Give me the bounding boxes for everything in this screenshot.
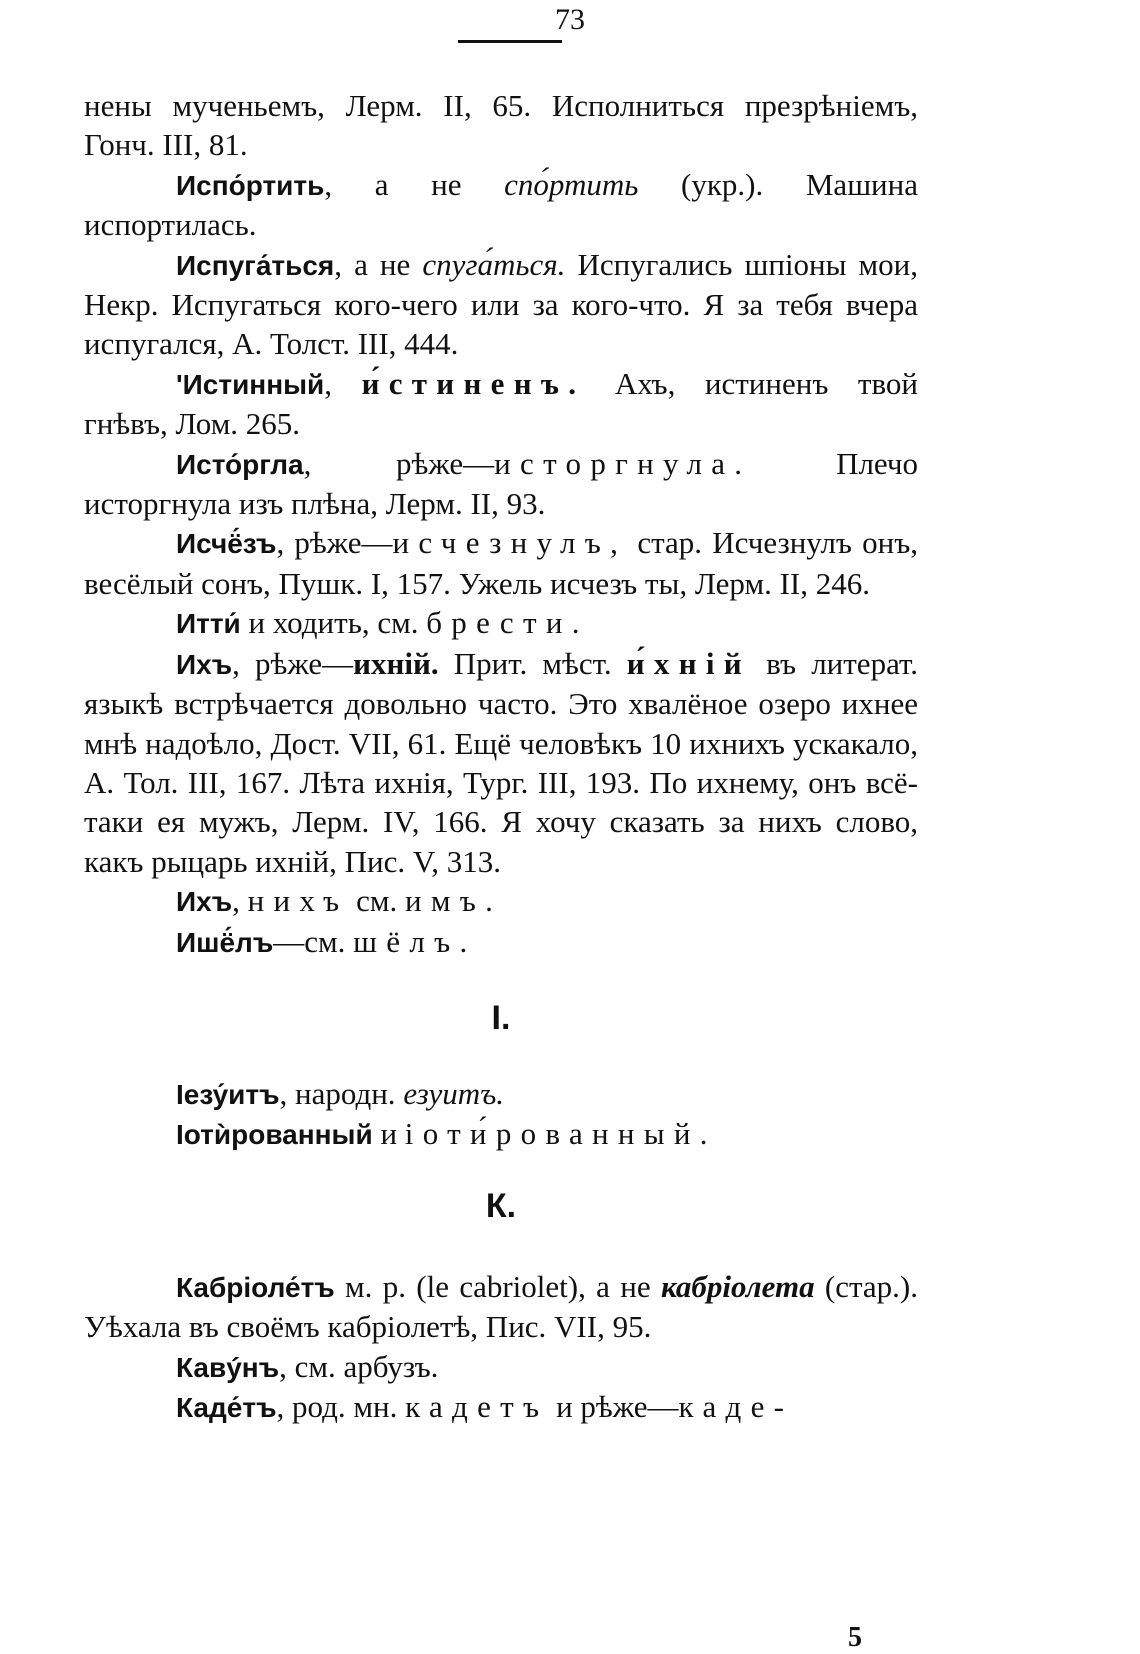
variant-form: кабріолета: [660, 1268, 815, 1304]
entry-itti: [84, 603, 918, 643]
headword: Іотѝрованный: [176, 1119, 373, 1151]
entry-text: , рѣже—: [303, 445, 495, 481]
entry-iotirovanny: [84, 1114, 918, 1154]
entry-kavun: [84, 1347, 918, 1387]
headword: Кабріоле́тъ: [176, 1271, 335, 1303]
entry-text: и ходить, см.: [240, 605, 427, 641]
cross-reference: имъ.: [404, 883, 503, 919]
entry-text: , а не: [334, 246, 423, 282]
entry-text: , рѣже—: [276, 525, 393, 561]
headword: Исчё́зъ: [176, 528, 277, 560]
variant-form: езуитъ.: [403, 1075, 505, 1111]
entry-text: , см. арбузъ.: [279, 1348, 439, 1384]
headword: Ишё́лъ: [176, 926, 274, 958]
section-letter-k: К.: [485, 1186, 517, 1225]
signature-mark: 5: [848, 1622, 862, 1653]
entry-text: и: [372, 1116, 405, 1152]
variant-form: и́стиненъ.: [361, 365, 586, 401]
entry-ispugatsya: [84, 245, 918, 364]
entry-text: ,: [324, 365, 362, 401]
page-content: [84, 86, 918, 1427]
section-letter-i: І.: [491, 998, 511, 1037]
variant-form: исторгнула.: [494, 445, 752, 481]
entry-continuation: [84, 86, 918, 165]
entry-text: Плечо исторгнула изъ плѣна, Лерм. II, 93.: [84, 445, 918, 522]
entry-ikh-nikh: [84, 881, 918, 921]
entry-text: —см.: [273, 923, 354, 959]
variant-form: іоти́рованный.: [404, 1116, 717, 1152]
headword: 'Истинный: [176, 368, 325, 400]
entry-text: , народн.: [279, 1075, 404, 1111]
headword: Ихъ: [176, 648, 233, 680]
variant-form: спуга́ться.: [422, 246, 566, 282]
entry-text: въ литерат. языкѣ встрѣчается довольно часто. Это хвалёное озеро ихнее мнѣ надоѣло, Дост. VII, 61. Ещё человѣкъ 10 ихнихъ ускакало, А. Тол. III, 167. Лѣта ихнія, Тург. III, 193. По ихнему, онъ всё-таки ея мужъ, Лерм. IV, 166. Я хочу сказать за нихъ слово, какъ рыцарь ихній, Пис. V, 313.: [84, 645, 918, 879]
entry-istorgla: [84, 444, 918, 524]
headword: Итти́: [176, 608, 241, 640]
entry-text: (стар.). Уѣхала въ своёмъ кабріолетѣ, Пис. VII, 95.: [84, 1268, 918, 1345]
headword: Каде́тъ: [176, 1391, 277, 1423]
headword: Ихъ: [176, 886, 233, 918]
entry-ikh: [84, 644, 918, 881]
entry-text: нены мученьемъ, Лерм. II, 65. Исполниться презрѣніемъ, Гонч. III, 81.: [84, 88, 918, 163]
entry-text: Ахъ, истиненъ твой гнѣвъ, Лом. 265.: [84, 365, 918, 442]
variant-form: исчезнулъ,: [392, 525, 628, 561]
entry-text: и рѣже—: [548, 1388, 679, 1424]
variant-form: нихъ: [247, 883, 349, 919]
cross-reference: брести.: [426, 605, 589, 641]
entry-iezuit: [84, 1074, 918, 1114]
headword: Исто́ргла: [176, 448, 304, 480]
entry-text: м. р. (le cabriolet), а не: [334, 1268, 661, 1304]
cross-reference: шёлъ.: [353, 923, 477, 959]
entry-text: Испугались шпіоны мои, Некр. Испугаться кого-чего или за кого-что. Я за тебя вчера испугался, А. Толст. III, 444.: [84, 246, 919, 362]
variant-form: спо́ртить: [504, 166, 639, 202]
variant-form: ихній.: [353, 645, 439, 681]
entry-kabriolet: [84, 1267, 918, 1347]
entry-text: Прит. мѣст.: [438, 645, 627, 681]
variant-form: каде-: [678, 1388, 794, 1424]
headword: Испуга́ться: [176, 249, 335, 281]
page-number: 73: [555, 3, 585, 36]
entry-kadet: [84, 1387, 918, 1427]
entry-ischez: [84, 523, 918, 603]
variant-form: кадетъ: [405, 1388, 549, 1424]
headword: Испо́ртить: [176, 169, 325, 201]
entry-text: см.: [348, 883, 405, 919]
headword: Іезу́итъ: [176, 1078, 280, 1110]
entry-text: , рѣже—: [232, 645, 354, 681]
headword: Кавýнъ: [176, 1351, 280, 1383]
entry-text: стар. Исчезнулъ онъ, весёлый сонъ, Пушк. I, 157. Ужель исчезъ ты, Лерм. II, 246.: [84, 525, 918, 601]
entry-text: (укр.). Машина испортилась.: [84, 166, 918, 243]
entry-istinny: [84, 364, 918, 444]
entry-text: , а не: [324, 166, 505, 202]
variant-form: и́хній: [626, 645, 751, 681]
entry-isportit: [84, 165, 918, 245]
entry-text: , род. мн.: [276, 1388, 406, 1424]
page-number-rule: [458, 40, 562, 43]
entry-ishel: [84, 922, 918, 962]
entry-text: ,: [232, 883, 248, 919]
